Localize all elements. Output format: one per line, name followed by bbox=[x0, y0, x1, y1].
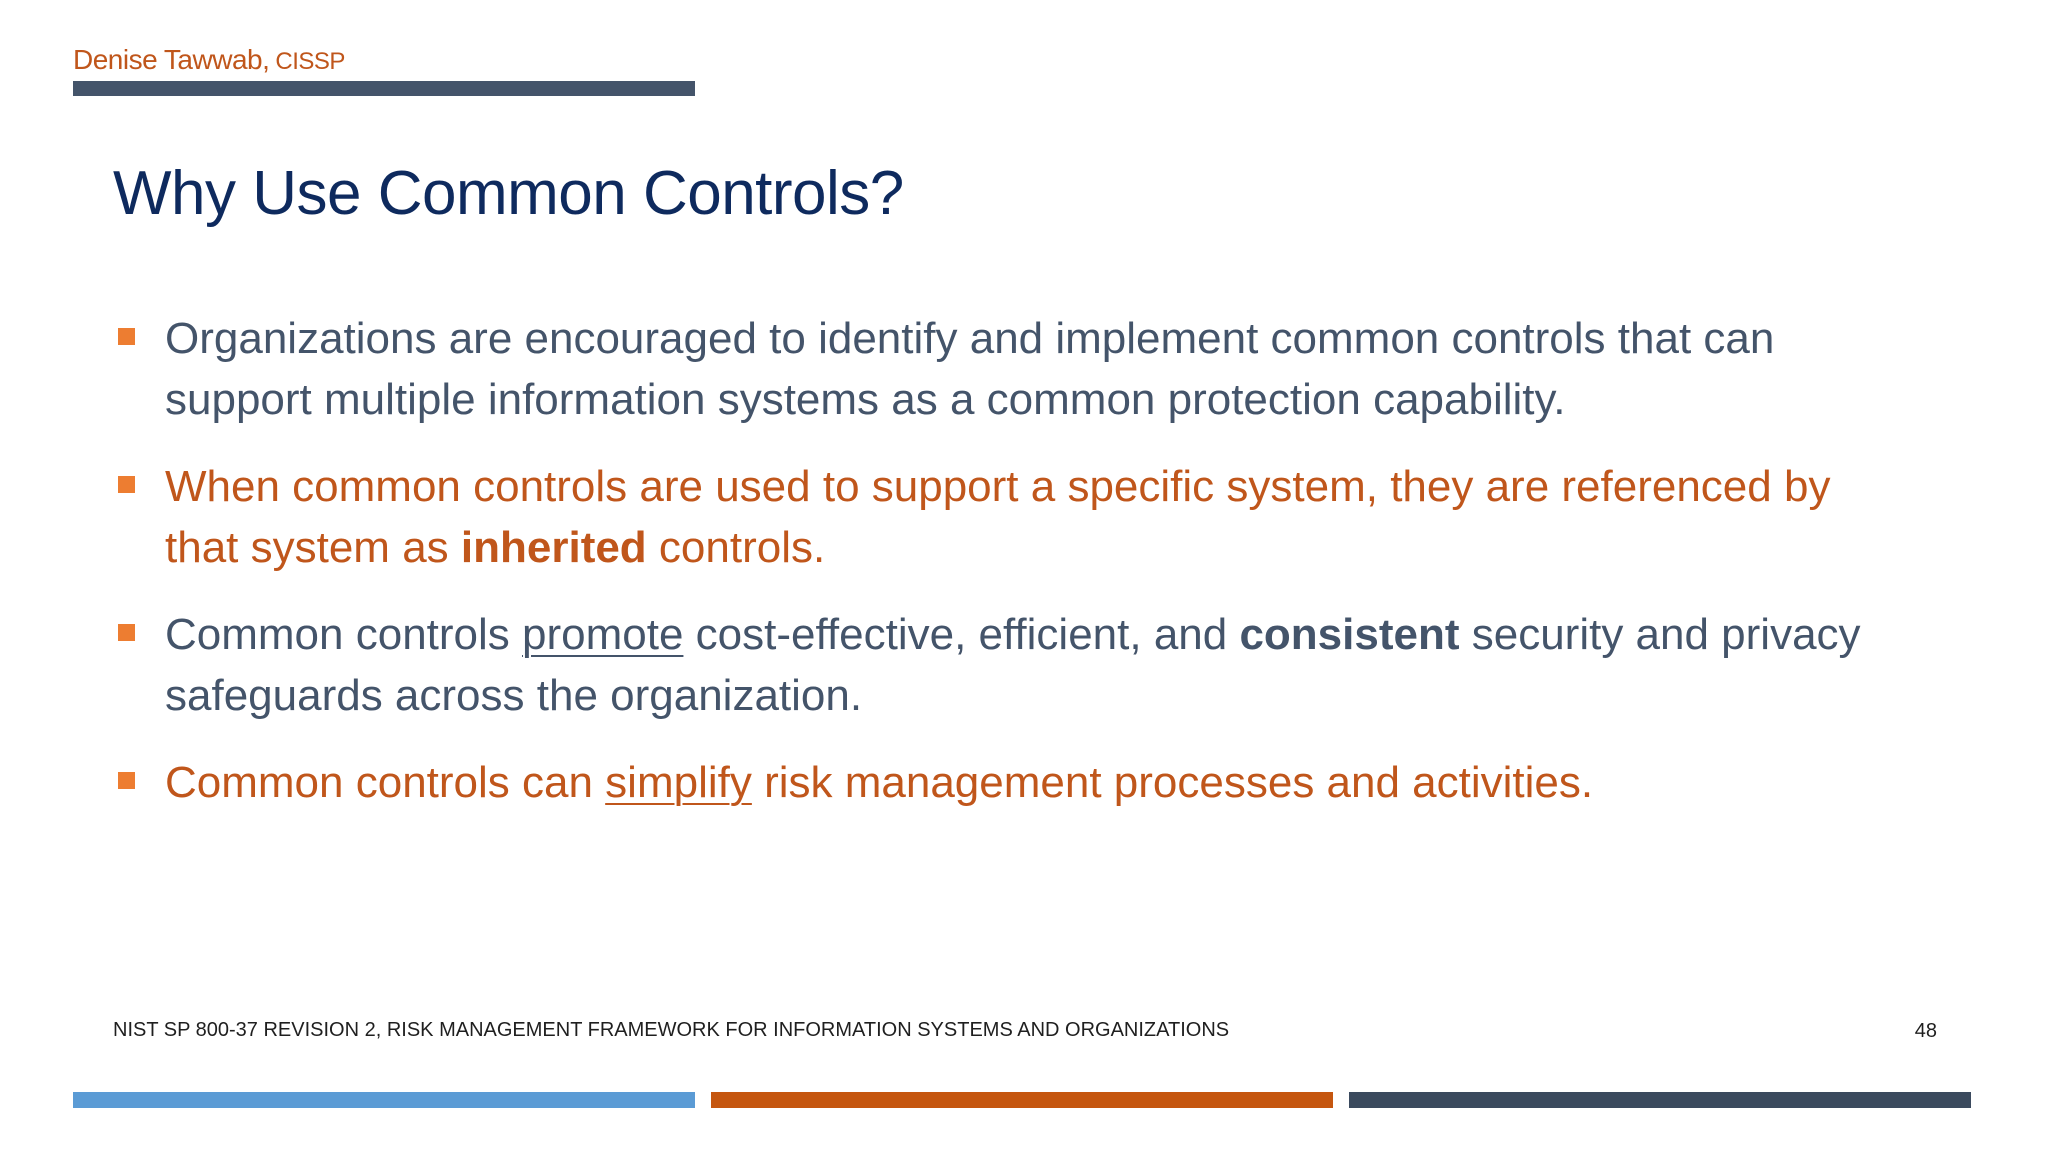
page-number: 48 bbox=[1914, 1020, 1937, 1042]
author-credential: CISSP bbox=[275, 48, 345, 75]
underline-promote: promote bbox=[522, 610, 684, 659]
bullet-item bbox=[113, 308, 1913, 430]
bullet-text: Common controls bbox=[165, 610, 523, 659]
bullet-text: Organizations are encouraged to identify and implement common controls that can support multiple information systems as a common protection capability. bbox=[165, 314, 1775, 424]
bullet-list bbox=[113, 308, 1913, 839]
footer-source: NIST SP 800-37 REVISION 2, RISK MANAGEMENT FRAMEWORK FOR INFORMATION SYSTEMS AND ORGANIZATIONS bbox=[113, 1019, 1230, 1041]
bullet-item bbox=[113, 604, 1913, 726]
bullet-item bbox=[113, 456, 1913, 578]
bullet-text: security and privacy safeguards across the organization. bbox=[165, 610, 1861, 720]
square-bullet-icon bbox=[118, 772, 135, 789]
bullet-text: risk management processes and activities. bbox=[751, 758, 1594, 807]
emphasis-inherited: inherited bbox=[460, 523, 647, 572]
bullet-text: controls. bbox=[646, 523, 826, 572]
square-bullet-icon bbox=[118, 476, 135, 493]
emphasis-consistent: consistent bbox=[1239, 610, 1460, 659]
bullet-text: Common controls can bbox=[165, 758, 606, 807]
footer-bar-orange bbox=[711, 1092, 1333, 1108]
square-bullet-icon bbox=[118, 624, 135, 641]
bullet-text: When common controls are used to support a specific system, they are referenced by that system as bbox=[165, 462, 1831, 572]
header-divider-bar bbox=[73, 81, 695, 96]
bullet-item bbox=[113, 752, 1913, 813]
bullet-text: cost-effective, efficient, and bbox=[683, 610, 1240, 659]
author-credit bbox=[73, 44, 345, 76]
square-bullet-icon bbox=[118, 328, 135, 345]
slide-title: Why Use Common Controls? bbox=[113, 159, 904, 228]
footer-bar-blue bbox=[73, 1092, 695, 1108]
author-name: Denise Tawwab, bbox=[73, 44, 270, 75]
footer-bar-dark bbox=[1349, 1092, 1971, 1108]
underline-simplify: simplify bbox=[605, 758, 752, 807]
